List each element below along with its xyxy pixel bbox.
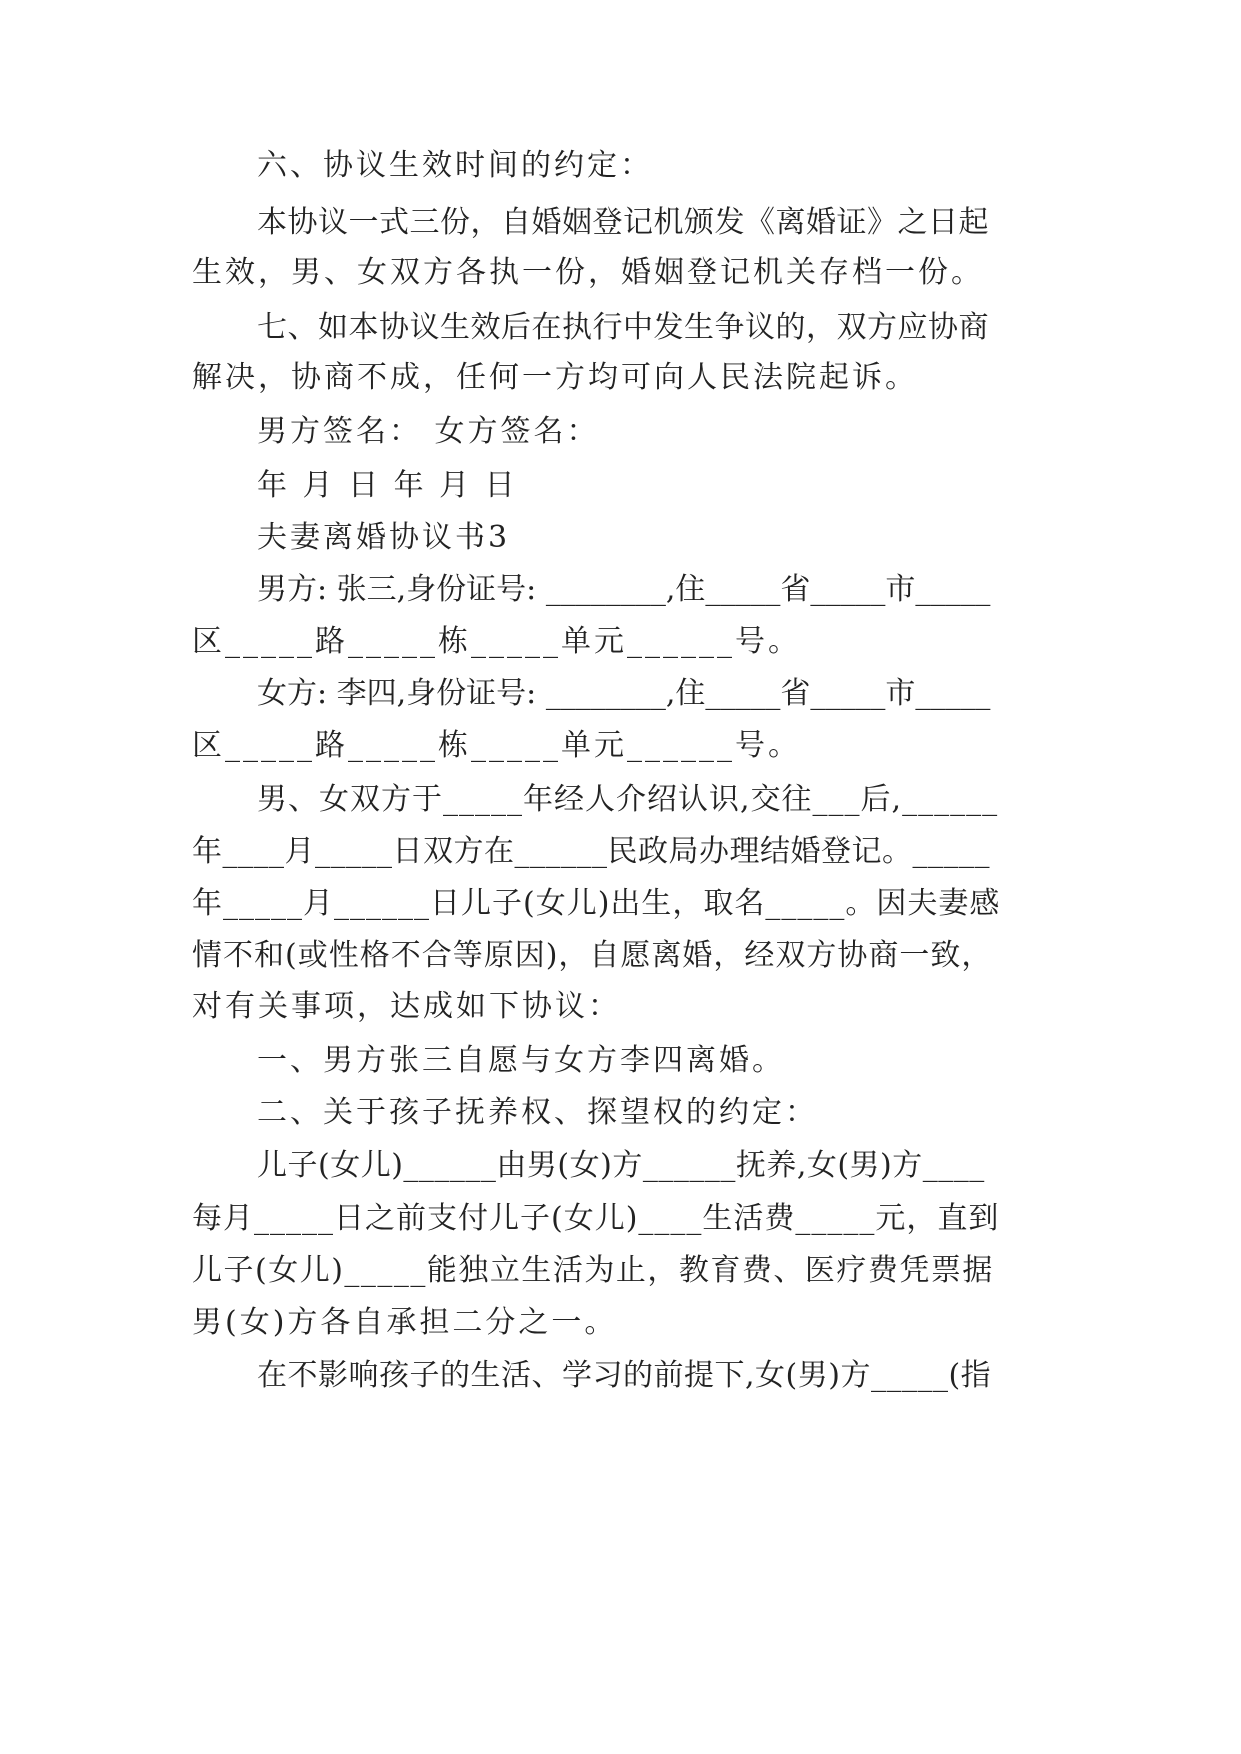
paragraph-line: 年____月_____日双方在______民政局办理结婚登记。_____ [192, 834, 990, 869]
section-7-heading: 七、如本协议生效后在执行中发生争议的，双方应协商 [257, 310, 989, 345]
paragraph-line: 解决，协商不成，任何一方均可向人民法院起诉。 [192, 360, 918, 395]
paragraph-line: 儿子(女儿)_____能独立生活为止，教育费、医疗费凭票据 [192, 1253, 994, 1288]
paragraph-line: 在不影响孩子的生活、学习的前提下,女(男)方_____(指 [257, 1358, 992, 1393]
section-6-heading: 六、协议生效时间的约定： [257, 148, 653, 183]
clause-2-heading: 二、关于孩子抚养权、探望权的约定： [257, 1095, 818, 1130]
paragraph-line: 生效，男、女双方各执一份，婚姻登记机关存档一份。 [192, 255, 984, 290]
paragraph-line: 男(女)方各自承担二分之一。 [192, 1305, 618, 1340]
paragraph-line: 本协议一式三份，自婚姻登记机颁发《离婚证》之日起 [257, 205, 989, 240]
paragraph-line: 情不和(或性格不合等原因)，自愿离婚，经双方协商一致， [192, 938, 993, 973]
paragraph-line: 年_____月______日儿子(女儿)出生，取名_____。因夫妻感 [192, 886, 1001, 921]
paragraph-line: 男、女双方于_____年经人介绍认识,交往___后,______ [257, 782, 999, 817]
paragraph-line: 儿子(女儿)______由男(女)方______抚养,女(男)方____ [257, 1148, 985, 1183]
female-party-line: 女方: 李四,身份证号: ________,住_____省_____市_____ [257, 676, 991, 711]
paragraph-line: 每月_____日之前支付儿子(女儿)____生活费_____元，直到 [192, 1201, 1000, 1236]
paragraph-line: 区_____路_____栋_____单元______号。 [192, 624, 801, 659]
signature-line: 男方签名： 女方签名： [257, 414, 600, 449]
clause-1: 一、男方张三自愿与女方李四离婚。 [257, 1043, 785, 1078]
male-party-line: 男方: 张三,身份证号: ________,住_____省_____市_____ [257, 572, 991, 607]
paragraph-line: 区_____路_____栋_____单元______号。 [192, 728, 801, 763]
document-title: 夫妻离婚协议书3 [257, 520, 511, 555]
date-line: 年 月 日 年 月 日 [257, 468, 518, 503]
paragraph-line: 对有关事项，达成如下协议： [192, 989, 621, 1024]
